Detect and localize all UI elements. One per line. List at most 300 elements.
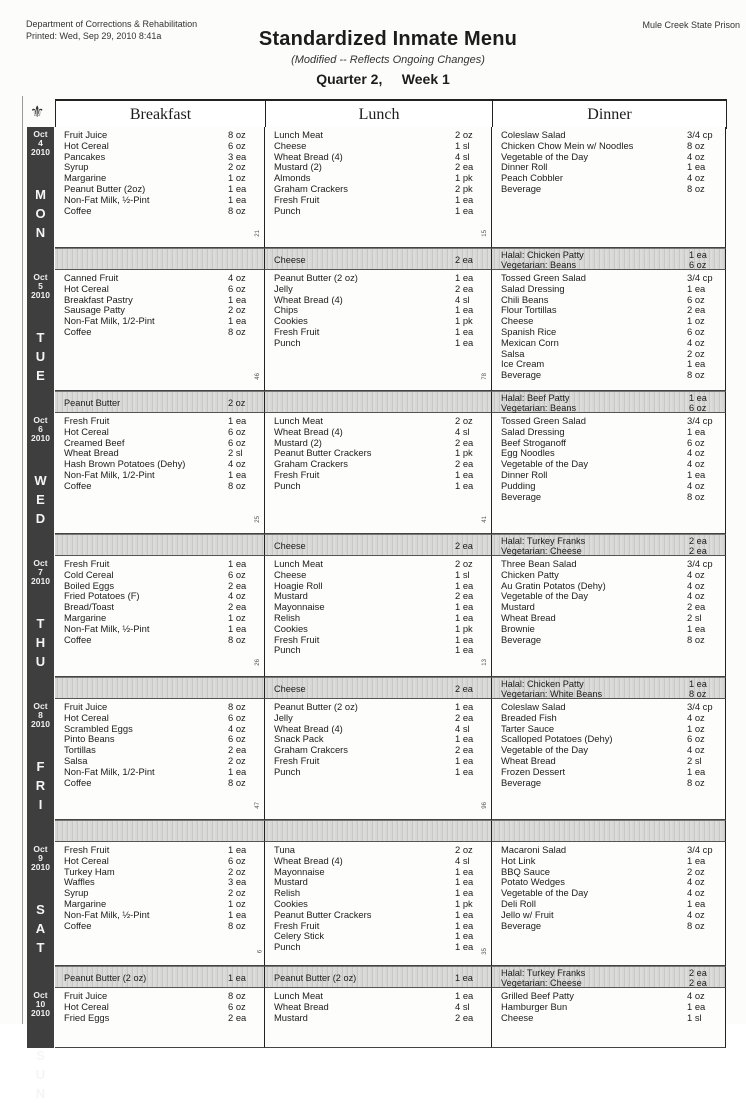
food-name: Coleslaw Salad bbox=[501, 129, 566, 140]
food-name: Cookies bbox=[274, 622, 308, 634]
breakfast-cell bbox=[55, 988, 265, 1048]
food-name: Sausage Patty bbox=[64, 304, 125, 316]
food-name: Cheese bbox=[274, 541, 306, 551]
lunch-header: Lunch bbox=[266, 101, 493, 129]
menu-item bbox=[64, 635, 258, 646]
day-abbreviation: T U E bbox=[35, 330, 46, 383]
food-quantity: 1 ea bbox=[455, 754, 474, 766]
food-quantity: 4 sl bbox=[455, 722, 470, 734]
dinner-alternate-band bbox=[492, 820, 726, 842]
menu-item bbox=[64, 481, 258, 492]
food-quantity: 2 sl bbox=[687, 754, 702, 766]
menu-item bbox=[501, 141, 719, 152]
food-quantity: 1 ea bbox=[455, 644, 474, 656]
alternate-item bbox=[274, 255, 485, 265]
food-quantity: 3/4 cp bbox=[687, 129, 713, 140]
food-quantity: 2 ea bbox=[228, 744, 247, 756]
food-quantity: 2 ea bbox=[455, 684, 473, 694]
food-name: Almonds bbox=[274, 172, 311, 184]
food-name: Deli Roll bbox=[501, 897, 536, 909]
food-quantity: 1 ea bbox=[455, 304, 474, 316]
lunch-alternate-band bbox=[265, 677, 492, 699]
food-quantity: 1 ea bbox=[455, 601, 474, 613]
food-quantity: 2 ea bbox=[228, 1011, 247, 1023]
food-quantity: 6 oz bbox=[228, 436, 246, 448]
alternate-item bbox=[274, 973, 485, 983]
food-name: Mustard bbox=[274, 590, 308, 602]
menu-item bbox=[501, 370, 719, 381]
food-quantity: 1 ea bbox=[455, 941, 474, 953]
dinner-alternate-band bbox=[492, 248, 726, 270]
food-quantity: 3/4 cp bbox=[687, 844, 713, 855]
facility-name: Mule Creek State Prison bbox=[642, 20, 740, 30]
food-name: Flour Tortillas bbox=[501, 304, 557, 316]
food-quantity: 6 oz bbox=[228, 139, 246, 151]
food-name: Pinto Beans bbox=[64, 733, 115, 745]
food-name: Mustard bbox=[501, 601, 535, 613]
page-number: 41 bbox=[482, 516, 489, 523]
food-quantity: 4 sl bbox=[455, 293, 470, 305]
food-name: Hot Link bbox=[501, 854, 536, 866]
food-quantity: 1 oz bbox=[228, 172, 246, 184]
food-quantity: 8 oz bbox=[228, 325, 246, 337]
food-quantity: 1 ea bbox=[455, 325, 474, 337]
food-quantity: 6 oz bbox=[228, 1000, 246, 1012]
menu-item bbox=[501, 713, 719, 724]
menu-item bbox=[274, 195, 485, 206]
food-name: Cheese bbox=[274, 139, 307, 151]
food-quantity: 2 ea bbox=[455, 744, 474, 756]
food-name: Tossed Green Salad bbox=[501, 415, 586, 426]
food-quantity: 4 oz bbox=[687, 990, 705, 1001]
menu-item bbox=[501, 624, 719, 635]
food-name: Punch bbox=[274, 336, 301, 348]
food-name: Snack Pack bbox=[274, 733, 324, 745]
food-name: Cold Cereal bbox=[64, 568, 114, 580]
page-number: 25 bbox=[255, 516, 262, 523]
food-name: Beverage bbox=[501, 369, 542, 381]
menu-item bbox=[274, 470, 485, 481]
food-name: Vegetable of the Day bbox=[501, 458, 589, 470]
food-quantity: 4 oz bbox=[687, 479, 705, 491]
food-name: Fruit Juice bbox=[64, 701, 108, 712]
food-quantity: 1 ea bbox=[455, 887, 474, 899]
food-name: Cheese bbox=[274, 684, 306, 694]
food-name: Punch bbox=[274, 204, 301, 216]
food-name: Salsa bbox=[64, 754, 88, 766]
lunch-cell bbox=[265, 556, 492, 677]
food-name: Dinner Roll bbox=[501, 161, 548, 173]
lunch-alternate-band bbox=[265, 820, 492, 842]
food-name: Ice Cream bbox=[501, 358, 545, 370]
food-name: Celery Stick bbox=[274, 930, 325, 942]
food-quantity: 2 oz bbox=[228, 887, 246, 899]
food-quantity: 4 oz bbox=[228, 272, 246, 283]
food-name: Mayonnaise bbox=[274, 601, 325, 613]
food-quantity: 1 ea bbox=[687, 282, 706, 294]
dinner-cell bbox=[492, 988, 726, 1048]
food-quantity: 1 ea bbox=[689, 393, 707, 403]
food-name: Fresh Fruit bbox=[64, 558, 110, 569]
food-name: Salad Dressing bbox=[501, 282, 565, 294]
food-quantity: 2 oz bbox=[455, 129, 473, 140]
food-quantity: 2 ea bbox=[455, 282, 474, 294]
food-name: Coffee bbox=[64, 325, 92, 337]
food-quantity: 2 ea bbox=[455, 590, 474, 602]
food-quantity: 2 ea bbox=[455, 161, 474, 173]
food-quantity: 6 oz bbox=[689, 260, 707, 270]
food-quantity: 4 oz bbox=[687, 590, 705, 602]
food-quantity: 1 pk bbox=[455, 315, 473, 327]
menu-item bbox=[274, 602, 485, 613]
food-quantity: 4 oz bbox=[687, 568, 705, 580]
alternate-item bbox=[501, 536, 719, 546]
food-name: Halal: Turkey Franks bbox=[501, 536, 586, 546]
food-name: Cheese bbox=[274, 255, 306, 265]
food-quantity: 8 oz bbox=[228, 701, 246, 712]
food-quantity: 6 oz bbox=[228, 282, 246, 294]
menu-item bbox=[274, 284, 485, 295]
food-quantity: 1 ea bbox=[689, 250, 707, 260]
food-name: Frozen Dessert bbox=[501, 765, 566, 777]
food-name: Vegetarian: Beans bbox=[501, 260, 577, 270]
food-name: Relish bbox=[274, 611, 301, 623]
food-name: Fresh Fruit bbox=[274, 468, 320, 480]
food-quantity: 2 ea bbox=[689, 978, 707, 988]
food-quantity: 2 oz bbox=[455, 415, 473, 426]
food-name: Jelly bbox=[274, 282, 293, 294]
food-name: Fried Potatoes (F) bbox=[64, 590, 140, 602]
food-quantity: 1 ea bbox=[455, 876, 474, 888]
food-name: Egg Noodles bbox=[501, 447, 555, 459]
food-quantity: 1 ea bbox=[228, 293, 247, 305]
food-quantity: 8 oz bbox=[228, 129, 246, 140]
food-name: Hash Brown Potatoes (Dehy) bbox=[64, 458, 186, 470]
food-quantity: 1 ea bbox=[455, 272, 474, 283]
alternate-item bbox=[501, 403, 719, 413]
food-name: Chili Beans bbox=[501, 293, 549, 305]
food-quantity: 1 oz bbox=[687, 315, 705, 327]
food-name: Graham Crakcers bbox=[274, 744, 348, 756]
food-quantity: 1 oz bbox=[228, 611, 246, 623]
breakfast-cell bbox=[55, 556, 265, 677]
food-name: Punch bbox=[274, 644, 301, 656]
food-name: Halal: Chicken Patty bbox=[501, 250, 584, 260]
food-quantity: 2 ea bbox=[455, 436, 474, 448]
page-number: 15 bbox=[482, 230, 489, 237]
food-quantity: 8 oz bbox=[687, 919, 705, 931]
food-name: Non-Fat Milk, 1/2-Pint bbox=[64, 765, 155, 777]
food-name: Vegetable of the Day bbox=[501, 150, 589, 162]
food-quantity: 1 ea bbox=[228, 908, 247, 920]
food-name: Margarine bbox=[64, 897, 107, 909]
menu-item bbox=[64, 427, 258, 438]
food-quantity: 1 ea bbox=[228, 468, 247, 480]
breakfast-cell bbox=[55, 127, 265, 248]
food-name: Lunch Meat bbox=[274, 415, 323, 426]
food-quantity: 1 ea bbox=[687, 161, 706, 173]
food-name: Coffee bbox=[64, 919, 92, 931]
day-label-thu bbox=[27, 556, 54, 699]
food-name: Macaroni Salad bbox=[501, 844, 567, 855]
food-quantity: 4 oz bbox=[228, 458, 246, 470]
food-quantity: 6 oz bbox=[228, 711, 246, 723]
alternate-item bbox=[274, 684, 485, 694]
menu-item bbox=[64, 921, 258, 932]
day-label-tue bbox=[27, 270, 54, 413]
day-abbreviation: S U N bbox=[35, 1048, 46, 1101]
food-name: Cheese bbox=[501, 315, 534, 327]
breakfast-cell bbox=[55, 270, 265, 391]
food-quantity: 2 oz bbox=[455, 558, 473, 569]
menu-item bbox=[274, 645, 485, 656]
menu-item bbox=[274, 635, 485, 646]
food-quantity: 1 ea bbox=[228, 622, 247, 634]
menu-item bbox=[64, 327, 258, 338]
food-name: Potato Wedges bbox=[501, 876, 565, 888]
lunch-cell bbox=[265, 127, 492, 248]
food-name: Vegetable of the Day bbox=[501, 590, 589, 602]
food-name: Coffee bbox=[64, 776, 92, 788]
food-quantity: 1 oz bbox=[687, 722, 705, 734]
food-quantity: 1 ea bbox=[687, 425, 706, 437]
food-name: Margarine bbox=[64, 172, 107, 184]
menu-item bbox=[274, 327, 485, 338]
food-name: Salsa bbox=[501, 347, 525, 359]
food-name: Mustard bbox=[274, 1011, 308, 1023]
day-abbreviation: S A T bbox=[35, 902, 46, 955]
food-name: Vegetable of the Day bbox=[501, 744, 589, 756]
food-name: Syrup bbox=[64, 887, 89, 899]
food-quantity: 6 oz bbox=[228, 733, 246, 745]
food-quantity: 2 oz bbox=[228, 161, 246, 173]
food-quantity: 1 ea bbox=[455, 733, 474, 745]
breakfast-alternate-band bbox=[55, 248, 265, 270]
menu-item bbox=[64, 1002, 258, 1013]
menu-item bbox=[501, 635, 719, 646]
day-label-wed bbox=[27, 413, 54, 556]
food-name: Canned Fruit bbox=[64, 272, 119, 283]
food-quantity: 1 pk bbox=[455, 622, 473, 634]
food-quantity: 3 ea bbox=[228, 150, 247, 162]
lunch-cell bbox=[265, 842, 492, 966]
menu-row bbox=[55, 556, 727, 699]
alternate-item bbox=[501, 393, 719, 403]
alternate-item bbox=[501, 978, 719, 988]
food-quantity: 1 ea bbox=[228, 182, 247, 194]
food-quantity: 1 ea bbox=[228, 558, 247, 569]
food-quantity: 8 oz bbox=[687, 139, 705, 151]
food-quantity: 6 oz bbox=[687, 325, 705, 337]
food-name: Non-Fat Milk, ½-Pint bbox=[64, 908, 150, 920]
food-name: Halal: Beef Patty bbox=[501, 393, 570, 403]
food-quantity: 2 oz bbox=[455, 844, 473, 855]
food-quantity: 1 ea bbox=[455, 701, 474, 712]
food-quantity: 2 sl bbox=[228, 447, 243, 459]
food-quantity: 4 sl bbox=[455, 854, 470, 866]
food-quantity: 8 oz bbox=[228, 204, 246, 216]
menu-item bbox=[64, 1013, 258, 1024]
food-name: Lunch Meat bbox=[274, 990, 323, 1001]
food-quantity: 6 oz bbox=[228, 425, 246, 437]
day-date: Oct 10 2010 bbox=[31, 990, 50, 1018]
food-name: Peanut Butter Crackers bbox=[274, 908, 372, 920]
breakfast-alternate-band bbox=[55, 966, 265, 988]
food-quantity: 2 oz bbox=[687, 347, 705, 359]
food-quantity: 2 sl bbox=[687, 611, 702, 623]
food-name: Scalloped Potatoes (Dehy) bbox=[501, 733, 613, 745]
day-date: Oct 7 2010 bbox=[31, 558, 50, 586]
menu-item bbox=[64, 713, 258, 724]
menu-row bbox=[55, 842, 727, 988]
menu-item bbox=[274, 427, 485, 438]
food-quantity: 8 oz bbox=[228, 919, 246, 931]
food-quantity: 6 oz bbox=[689, 403, 707, 413]
menu-item bbox=[274, 756, 485, 767]
food-name: Wheat Bread (4) bbox=[274, 293, 343, 305]
food-name: Turkey Ham bbox=[64, 865, 115, 877]
food-quantity: 8 oz bbox=[687, 633, 705, 645]
dinner-cell bbox=[492, 556, 726, 677]
food-quantity: 2 oz bbox=[228, 304, 246, 316]
food-name: Fresh Fruit bbox=[64, 844, 110, 855]
food-name: Peanut Butter (2 oz) bbox=[64, 973, 147, 983]
food-name: Waffles bbox=[64, 876, 95, 888]
food-name: Tossed Green Salad bbox=[501, 272, 586, 283]
food-quantity: 2 ea bbox=[228, 601, 247, 613]
food-quantity: 1 ea bbox=[228, 415, 247, 426]
menu-item bbox=[274, 206, 485, 217]
alternate-item bbox=[501, 689, 719, 699]
food-quantity: 1 ea bbox=[687, 358, 706, 370]
food-name: Bread/Toast bbox=[64, 601, 115, 613]
lunch-cell bbox=[265, 413, 492, 534]
alternate-item bbox=[501, 546, 719, 556]
food-name: Non-Fat Milk, 1/2-Pint bbox=[64, 315, 155, 327]
page-number: 47 bbox=[255, 802, 262, 809]
food-quantity: 2 oz bbox=[228, 865, 246, 877]
department-label: Department of Corrections & Rehabilitation bbox=[26, 19, 198, 29]
dinner-alternate-band bbox=[492, 966, 726, 988]
menu-header-row bbox=[55, 99, 727, 127]
food-name: Halal: Chicken Patty bbox=[501, 679, 584, 689]
breakfast-header: Breakfast bbox=[56, 101, 266, 129]
food-name: Graham Crackers bbox=[274, 458, 348, 470]
food-name: Pancakes bbox=[64, 150, 106, 162]
menu-item bbox=[274, 1002, 485, 1013]
food-quantity: 2 pk bbox=[455, 182, 473, 194]
food-name: Tuna bbox=[274, 844, 296, 855]
food-quantity: 1 ea bbox=[455, 930, 474, 942]
dinner-alternate-band bbox=[492, 677, 726, 699]
day-date: Oct 5 2010 bbox=[31, 272, 50, 300]
lunch-cell bbox=[265, 270, 492, 391]
food-quantity: 1 ea bbox=[687, 765, 706, 777]
food-name: Fresh Fruit bbox=[274, 754, 320, 766]
breakfast-cell bbox=[55, 413, 265, 534]
food-quantity: 1 pk bbox=[455, 172, 473, 184]
food-name: Vegetarian: Cheese bbox=[501, 978, 582, 988]
menu-item bbox=[64, 856, 258, 867]
food-name: Chicken Chow Mein w/ Noodles bbox=[501, 139, 634, 151]
food-name: Hot Cereal bbox=[64, 711, 109, 723]
menu-item bbox=[501, 284, 719, 295]
breakfast-alternate-band bbox=[55, 677, 265, 699]
food-quantity: 1 oz bbox=[228, 897, 246, 909]
food-quantity: 1 ea bbox=[687, 897, 706, 909]
menu-item bbox=[274, 273, 485, 284]
food-name: Fresh Fruit bbox=[274, 919, 320, 931]
menu-item bbox=[501, 1013, 719, 1024]
menu-item bbox=[501, 767, 719, 778]
food-name: Fresh Fruit bbox=[274, 325, 320, 337]
food-name: Vegetarian: White Beans bbox=[501, 689, 603, 699]
food-name: Punch bbox=[274, 479, 301, 491]
food-quantity: 1 ea bbox=[687, 622, 706, 634]
menu-item bbox=[501, 570, 719, 581]
menu-item bbox=[274, 767, 485, 778]
lunch-alternate-band bbox=[265, 391, 492, 413]
food-quantity: 1 ea bbox=[455, 908, 474, 920]
food-name: Wheat Bread bbox=[64, 447, 119, 459]
day-abbreviation: W E D bbox=[34, 473, 47, 526]
food-name: Cookies bbox=[274, 897, 308, 909]
day-label-fri bbox=[27, 699, 54, 842]
food-quantity: 3/4 cp bbox=[687, 558, 713, 569]
page-number: 13 bbox=[482, 659, 489, 666]
food-name: Fruit Juice bbox=[64, 129, 108, 140]
food-name: Spanish Rice bbox=[501, 325, 557, 337]
lunch-cell bbox=[265, 988, 492, 1048]
food-quantity: 2 ea bbox=[228, 579, 247, 591]
quarter-week-label: Quarter 2, Week 1 bbox=[316, 71, 450, 87]
menu-row bbox=[55, 127, 727, 270]
food-name: Halal: Turkey Franks bbox=[501, 968, 586, 978]
food-quantity: 4 oz bbox=[687, 744, 705, 756]
food-name: Creamed Beef bbox=[64, 436, 125, 448]
day-label-sun bbox=[27, 988, 54, 1101]
food-name: Jelly bbox=[274, 711, 293, 723]
food-quantity: 2 oz bbox=[228, 398, 246, 408]
food-quantity: 1 ea bbox=[687, 468, 706, 480]
food-quantity: 8 oz bbox=[687, 490, 705, 502]
food-quantity: 8 oz bbox=[228, 479, 246, 491]
food-quantity: 2 ea bbox=[455, 541, 473, 551]
food-name: Fresh Fruit bbox=[64, 415, 110, 426]
day-date: Oct 8 2010 bbox=[31, 701, 50, 729]
day-date: Oct 9 2010 bbox=[31, 844, 50, 872]
food-name: Three Bean Salad bbox=[501, 558, 577, 569]
menu-item bbox=[274, 702, 485, 713]
food-name: Peanut Butter (2 oz) bbox=[274, 701, 358, 712]
menu-item bbox=[501, 481, 719, 492]
alternate-item bbox=[501, 968, 719, 978]
food-quantity: 1 ea bbox=[455, 765, 474, 777]
day-abbreviation: F R I bbox=[35, 759, 46, 812]
food-quantity: 2 ea bbox=[455, 1011, 474, 1023]
page-title: Standardized Inmate Menu bbox=[258, 28, 518, 50]
food-name: Boiled Eggs bbox=[64, 579, 115, 591]
food-name: Hot Cereal bbox=[64, 1000, 109, 1012]
food-name: Hot Cereal bbox=[64, 139, 109, 151]
dinner-header: Dinner bbox=[493, 101, 727, 129]
food-name: Non-Fat Milk, ½-Pint bbox=[64, 193, 150, 205]
page-number: 35 bbox=[482, 948, 489, 955]
alternate-item bbox=[274, 541, 485, 551]
food-quantity: 4 oz bbox=[687, 172, 705, 184]
lunch-alternate-band bbox=[265, 966, 492, 988]
food-quantity: 8 oz bbox=[228, 776, 246, 788]
